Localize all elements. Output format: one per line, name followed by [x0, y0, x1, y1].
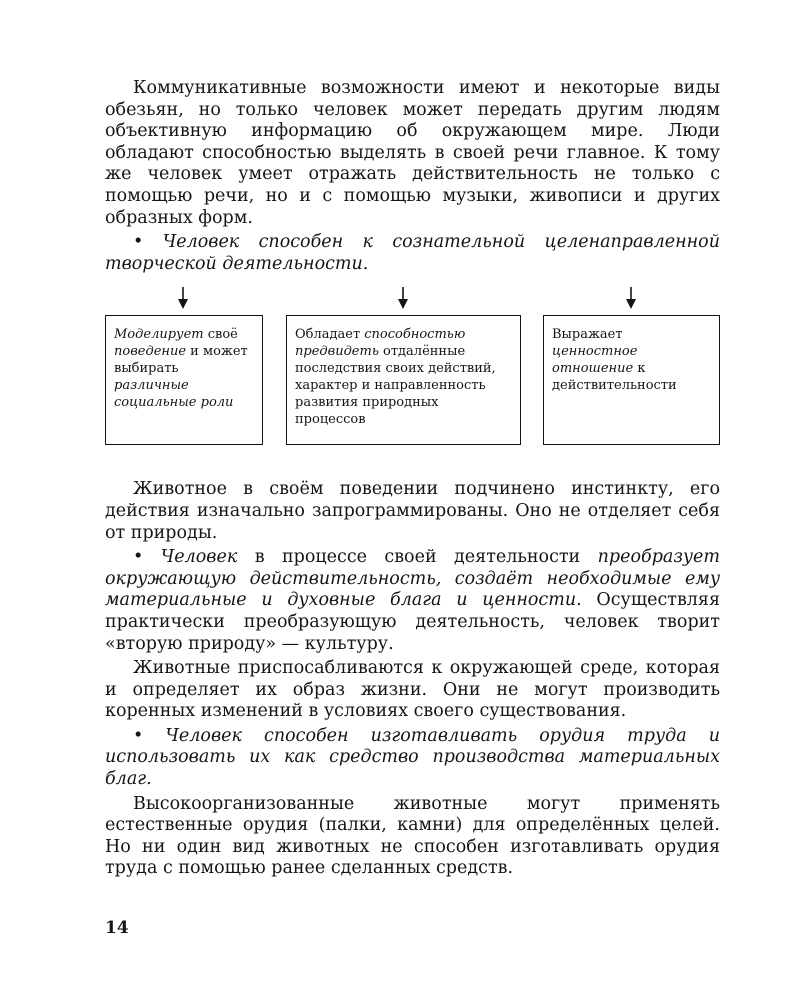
page-number: 14: [105, 918, 129, 938]
box-text: Выражает: [552, 327, 623, 343]
paragraph-communication: Коммуникативные возможности имеют и некоторые виды обезьян, но только человек может передать другим людям объективную информацию об окружающем мире. Люди обладают способностью выделять в своей речи главное. К тому же человек умеет отражать действительность не только с помощью речи, но и с помощью музыки, живописи и других образных форм.: [105, 78, 720, 228]
paragraph-animal-instinct: Животное в своём поведении подчинено инстинкту, его действия изначально запрограммированы. Оно не отделяет себя от природы.: [105, 479, 720, 543]
bullet-tools: [105, 726, 720, 791]
diagram-box-foresight: [286, 315, 521, 445]
bullet-mark: •: [133, 232, 144, 253]
bullet-text: . Осуществляя практически преобразующую деятельность, человек творит «вторую природу» — культуру.: [105, 590, 720, 654]
bullet-mark: •: [133, 725, 144, 746]
box-text: ценностное отношение: [552, 344, 638, 377]
box-text: способностью предвидеть: [295, 327, 466, 360]
diagram: [105, 279, 720, 479]
diagram-box-behavior: [105, 315, 263, 445]
bullet-mark: •: [133, 547, 144, 568]
bullet-tools-text: Человек способен изготавливать орудия труда и использовать их как средство производства материальных благ.: [105, 725, 720, 790]
bullet-transforms-reality: [105, 547, 720, 655]
box-text: своё: [203, 327, 238, 343]
page-content: [105, 78, 720, 880]
arrow-down-icon: [397, 287, 409, 309]
bullet-text: преобразует окружающую действительность, создаёт необходимые ему материальные и духовные блага и ценности: [105, 547, 720, 611]
box-text: поведение: [114, 344, 187, 360]
box-text: Обладает: [295, 327, 365, 343]
bullet-creative-activity: [105, 232, 720, 275]
paragraph-animal-adaptation: Животные приспосабливаются к окружающей среде, которая и определяет их образ жизни. Они не могут производить коренных изменений в условиях своего существования.: [105, 658, 720, 722]
bullet-text: Человек: [160, 547, 238, 568]
bullet-text: в процессе своей деятельности: [237, 547, 598, 568]
paragraph-animal-tools: Высокоорганизованные животные могут применять естественные орудия (палки, камни) для определённых целей. Но ни один вид животных не способен изготавливать орудия труда с помощью ранее сделанных средств.: [105, 793, 720, 879]
bullet-creative-activity-text: Человек способен к сознательной целенаправленной творческой деятельности.: [105, 232, 720, 274]
arrow-down-icon: [177, 287, 189, 309]
box-text: к действительности: [552, 361, 677, 394]
diagram-box-values: [543, 315, 720, 445]
box-text: Моделирует: [114, 327, 204, 343]
box-text: отдалённые последствия своих действий, характер и направленность развития природных процессов: [295, 344, 496, 428]
box-text: и может выбирать: [114, 344, 248, 377]
arrow-down-icon: [625, 287, 637, 309]
box-text: различные социальные роли: [114, 378, 234, 411]
